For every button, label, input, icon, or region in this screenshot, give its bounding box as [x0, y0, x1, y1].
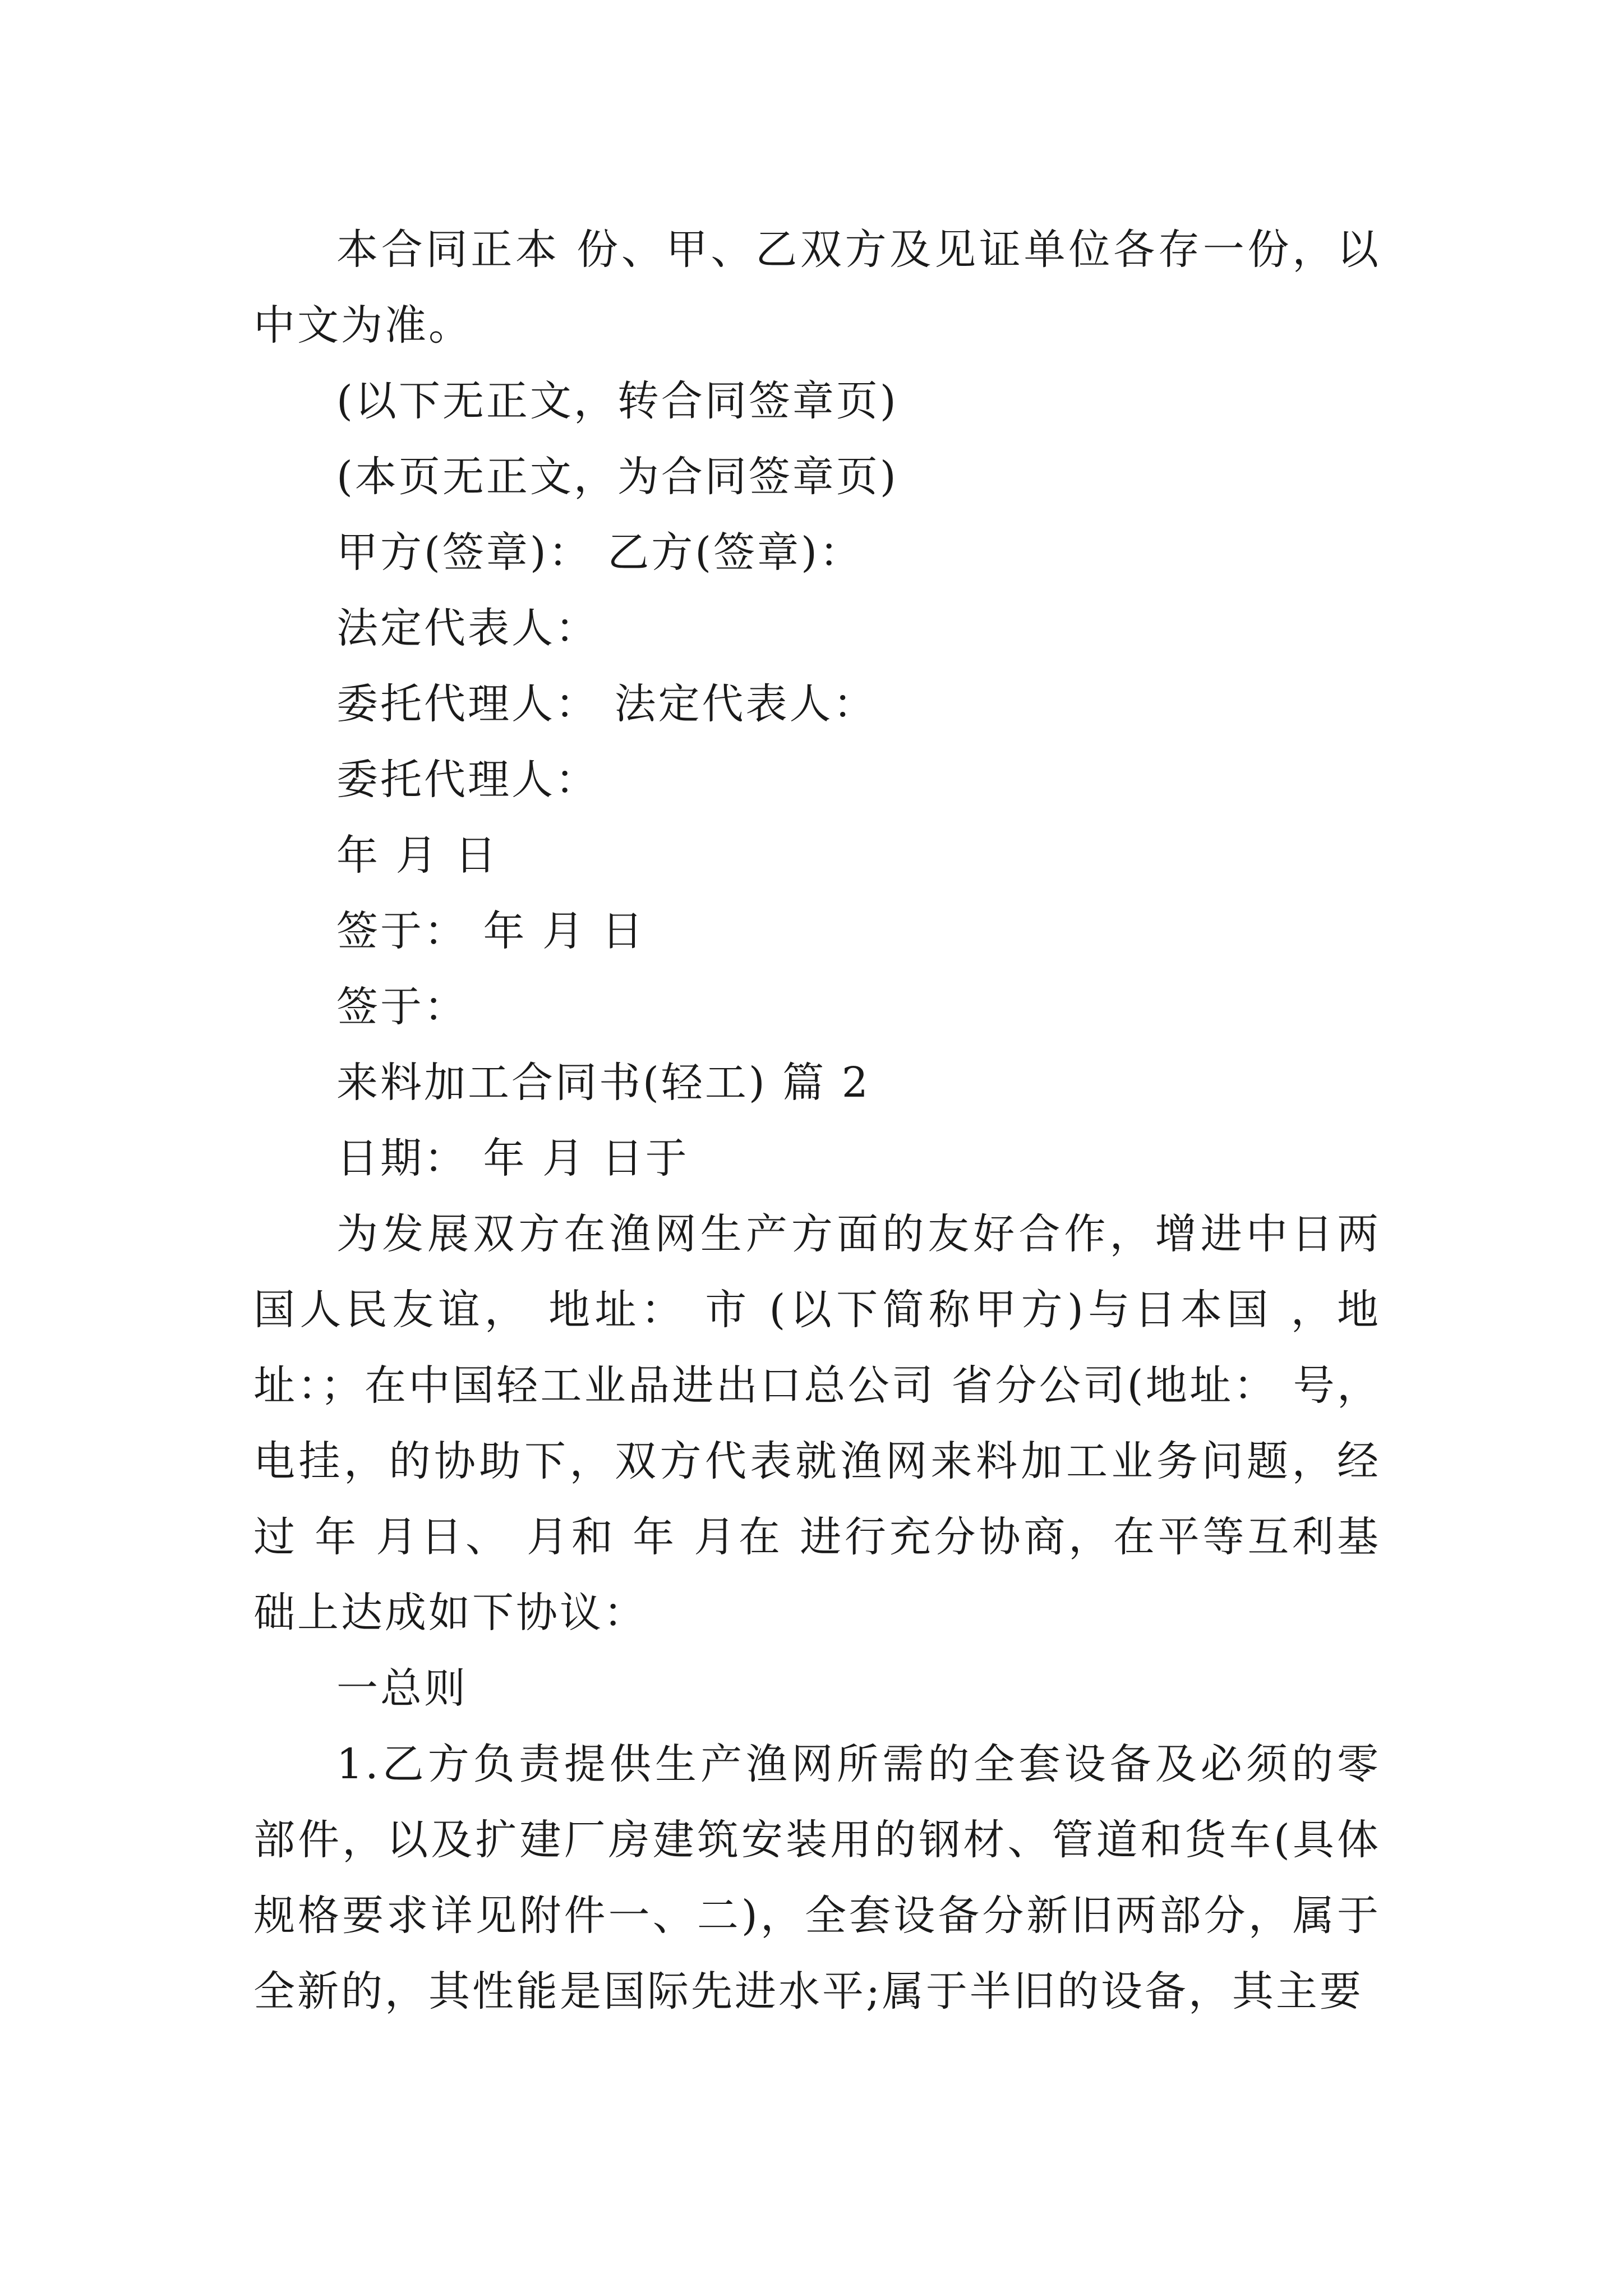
paragraph-agents-representative: 委托代理人： 法定代表人： [336, 680, 877, 728]
section-title-contract-2: 来料加工合同书(轻工) 篇 2 [336, 1059, 870, 1107]
document-body [253, 212, 1381, 2030]
paragraph-authorized-agent: 委托代理人： [336, 756, 599, 804]
paragraph-signed-at: 签于： [336, 983, 468, 1031]
paragraph-clause-1: 1.乙方负责提供生产渔网所需的全套设备及必须的零部件，以及扩建厂房建筑安装用的钢材、管道和货车(具体规格要求详见附件一、二)，全套设备分新旧两部分，属于全新的，其性能是国际先进水平;属于半旧的设备，其主要 [253, 1740, 1381, 2016]
paragraph-signature-page-note: (本页无正文，为合同签章页) [336, 453, 898, 501]
paragraph-date-at: 日期： 年 月 日于 [336, 1134, 689, 1182]
paragraph-no-text-below: (以下无正文，转合同签章页) [336, 377, 898, 425]
paragraph-date-line: 年 月 日 [336, 831, 499, 880]
paragraph-party-seals: 甲方(签章)： 乙方(签章)： [336, 528, 864, 577]
paragraph-preamble: 为发展双方在渔网生产方面的友好合作，增进中日两国人民友谊， 地址： 市 (以下简称甲方)与日本国 ，地址：；在中国轻工业品进出口总公司 省分公司(地址： 号，电挂，的协助下，双方代表就渔网来料加工业务问题，经过 年 月日、 月和 年 月在 进行充分协商，在平等互利基础上达成如下协议： [253, 1210, 1381, 1637]
paragraph-signed-at-date: 签于： 年 月 日 [336, 907, 645, 955]
section-heading-general: 一总则 [336, 1664, 468, 1713]
paragraph-legal-representative: 法定代表人： [336, 604, 599, 652]
paragraph-copies-clause: 本合同正本 份、甲、乙双方及见证单位各存一份，以中文为准。 [253, 226, 1381, 349]
